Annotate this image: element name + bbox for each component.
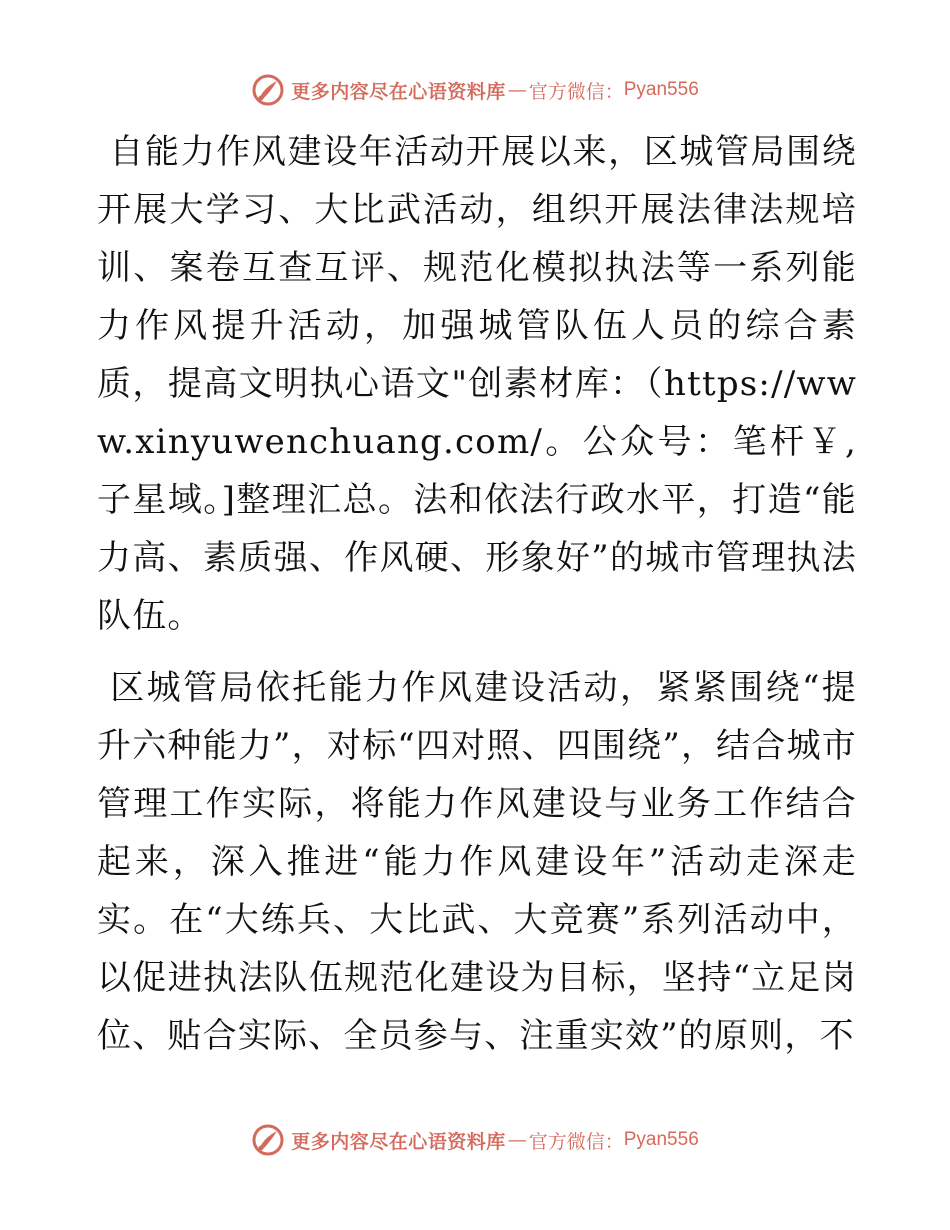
banner-title: 更多内容尽在心语资料库	[291, 1130, 506, 1153]
banner-separator: —	[507, 1129, 527, 1151]
banner-contact-label: 官方微信：	[528, 80, 624, 103]
banner-contact-label: 官方微信：	[528, 1130, 624, 1153]
header-watermark-banner	[0, 70, 950, 110]
brush-logo-icon	[251, 73, 285, 107]
paragraph-2	[97, 659, 857, 1065]
banner-contact-id: Pyan556	[623, 79, 699, 100]
paragraph-1	[97, 123, 857, 645]
brush-logo-icon	[251, 1123, 285, 1157]
banner-contact-id: Pyan556	[623, 1129, 699, 1150]
paragraph-2-text: 区城管局依托能力作风建设活动，紧紧围绕“提升六种能力”，对标“四对照、四围绕”，结合城市管理工作实际，将能力作风建设与业务工作结合起来，深入推进“能力作风建设年”活动走深走实。在“大练兵、大比武、大竞赛”系列活动中，以促进执法队伍规范化建设为目标，坚持“立足岗位、贴合实际、全员参与、注重实效”的原则，不	[97, 668, 857, 1056]
paragraph-1-text: 自能力作风建设年活动开展以来，区城管局围绕开展大学习、大比武活动，组织开展法律法规培训、案卷互查互评、规范化模拟执法等一系列能力作风提升活动，加强城管队伍人员的综合素质，提高文明执心语文"创素材库：（https://www.xinyuwenchuang.com/。公众号：笔杆￥,子星域。]整理汇总。法和依法行政水平，打造“能力高、素质强、作风硬、形象好”的城市管理执法队伍。	[97, 132, 857, 636]
banner-title: 更多内容尽在心语资料库	[291, 80, 506, 103]
document-body	[97, 123, 857, 1065]
footer-watermark-banner	[0, 1120, 950, 1160]
banner-separator: —	[507, 79, 527, 101]
